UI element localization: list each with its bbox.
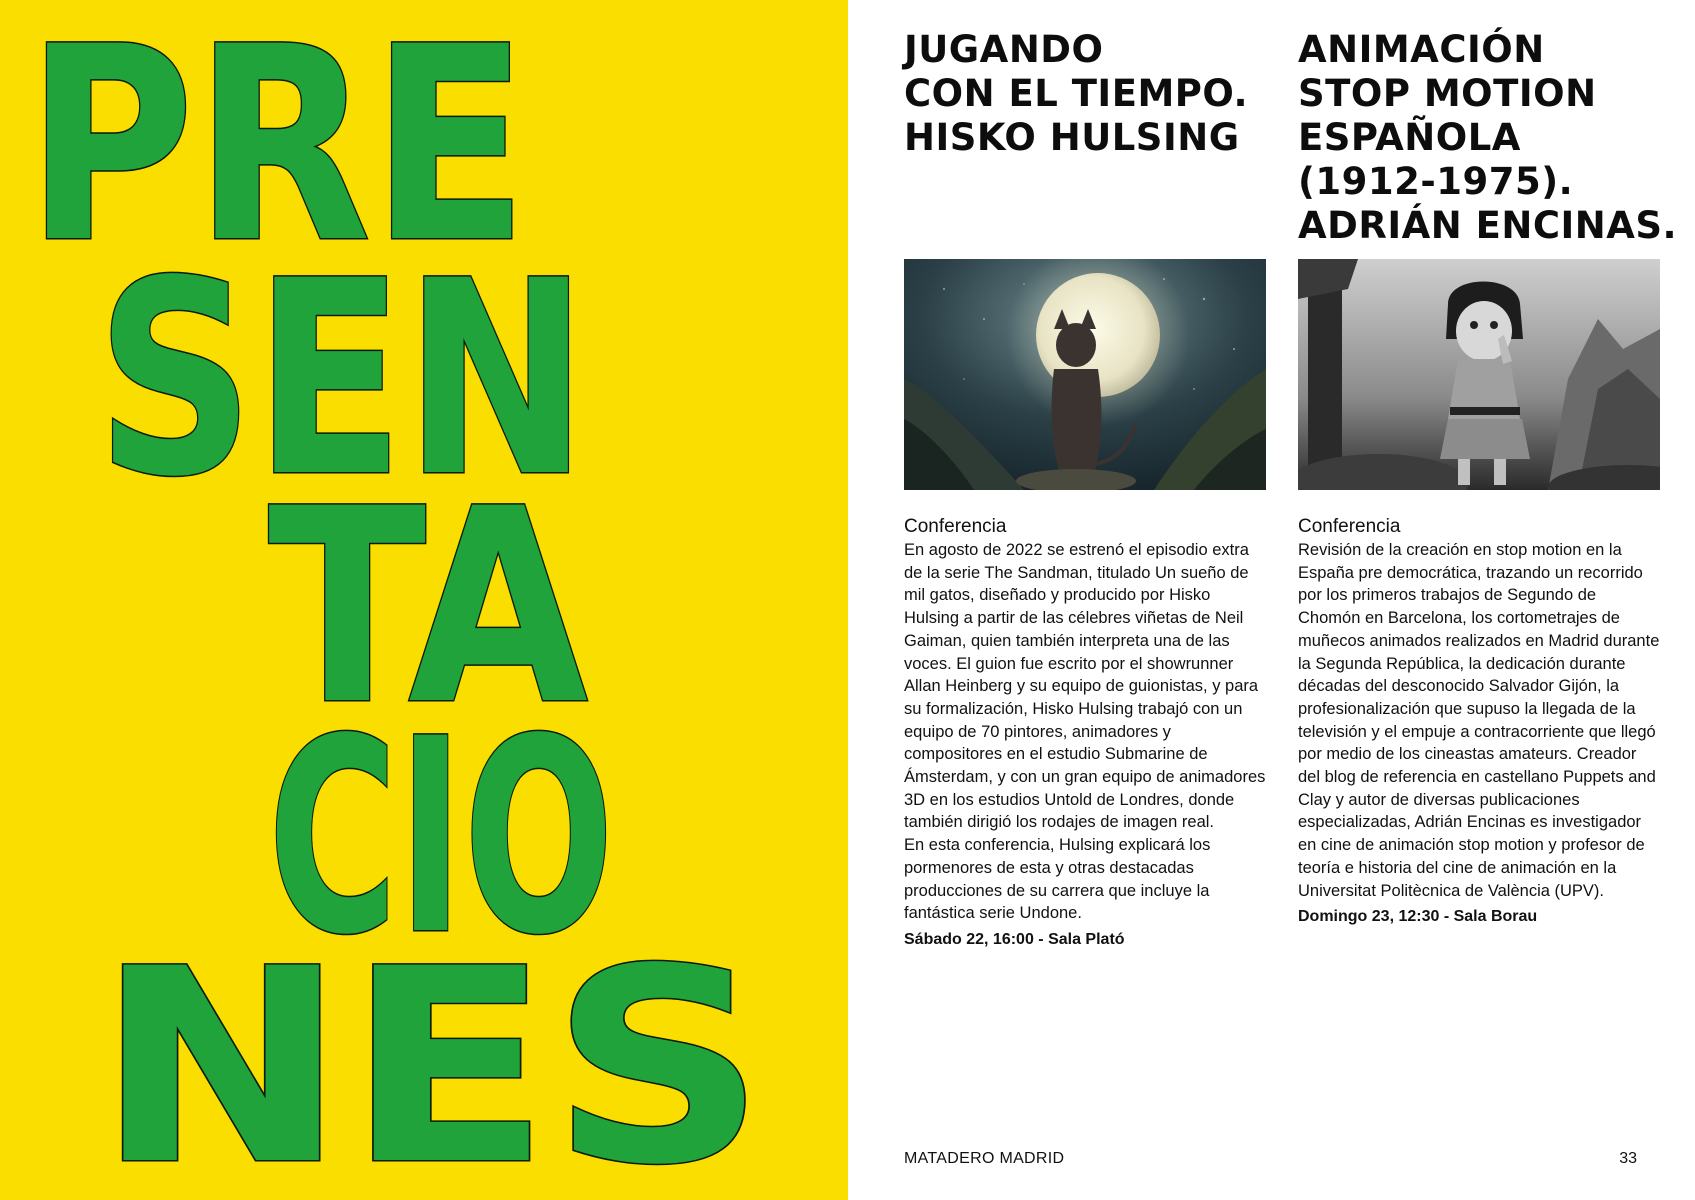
event-paragraph: En esta conferencia, Hulsing explicará los pormenores de esta y otras destacadas producciones de su carrera que incluye la fantástica serie Undone. xyxy=(904,836,1211,923)
cover-line-3: TA xyxy=(268,452,590,764)
headline-line: (1912-1975). xyxy=(1298,160,1574,203)
event-headline xyxy=(1298,28,1678,250)
event-description xyxy=(904,515,1266,951)
event-headline xyxy=(904,28,1266,250)
publisher-name: MATADERO MADRID xyxy=(904,1150,1065,1167)
events-page xyxy=(848,0,1695,1200)
event-description xyxy=(1298,515,1662,928)
headline-line: HISKO HULSING xyxy=(904,116,1240,159)
event-paragraph: En agosto de 2022 se estrenó el episodio extra de la serie The Sandman, titulado Un sueño de mil gatos, diseñado y producido por Hisko Hulsing a partir de las célebres viñetas de Neil Gaiman, quien también interpreta una de las voces. El guion fue escrito por el showrunner Allan Heinberg y su equipo de guionistas, y para su formalización, Hisko Hulsing trabajó con un equipo de 70 pintores, animadores y compositores en el estudio Submarine de Ámsterdam, y con un gran equipo de animadores 3D en los estudios Untold de Londres, donde también dirigió los rodajes de imagen real. xyxy=(904,541,1266,832)
headline-line: ESPAÑOLA xyxy=(1298,116,1521,159)
headline-line: JUGANDO xyxy=(904,28,1104,71)
event-column-encinas xyxy=(1298,28,1678,926)
event-photo-cat-moon xyxy=(904,259,1266,490)
event-kind: Conferencia xyxy=(1298,516,1401,537)
cover-line-5: NES xyxy=(96,912,766,1200)
cover-line-4: CIO xyxy=(268,682,614,994)
event-column-hulsing xyxy=(904,28,1266,948)
event-schedule: Sábado 22, 16:00 - Sala Plató xyxy=(904,930,1125,948)
headline-line: ANIMACIÓN xyxy=(1298,28,1545,71)
page-number: 33 xyxy=(1619,1150,1637,1167)
headline-line: STOP MOTION xyxy=(1298,72,1597,115)
headline-line: CON EL TIEMPO. xyxy=(904,72,1249,115)
event-schedule: Domingo 23, 12:30 - Sala Borau xyxy=(1298,908,1538,926)
cover-line-2: SEN xyxy=(96,224,588,536)
cover-line-1: PRE xyxy=(26,0,528,302)
headline-line: ADRIÁN ENCINAS. xyxy=(1298,204,1678,247)
event-photo-puppet xyxy=(1298,259,1660,490)
event-paragraph: Revisión de la creación en stop motion en la España pre democrática, trazando un recorrido por los primeros trabajos de Segundo de Chomón en Barcelona, los cortometrajes de muñecos animados realizados en Madrid durante la Segunda República, la dedicación durante décadas del desconocido Salvador Gijón, la profesionalización que supuso la llegada de la televisión y el empuje a contracorriente que llegó por medio de los cineastas amateurs. Creador del blog de referencia en castellano Puppets and Clay y autor de diversas publicaciones especializadas, Adrián Encinas es investigador en cine de animación stop motion y profesor de teoría e historia del cine de animación en la Universitat Politècnica de València (UPV). xyxy=(1298,541,1660,900)
event-kind: Conferencia xyxy=(904,516,1007,537)
